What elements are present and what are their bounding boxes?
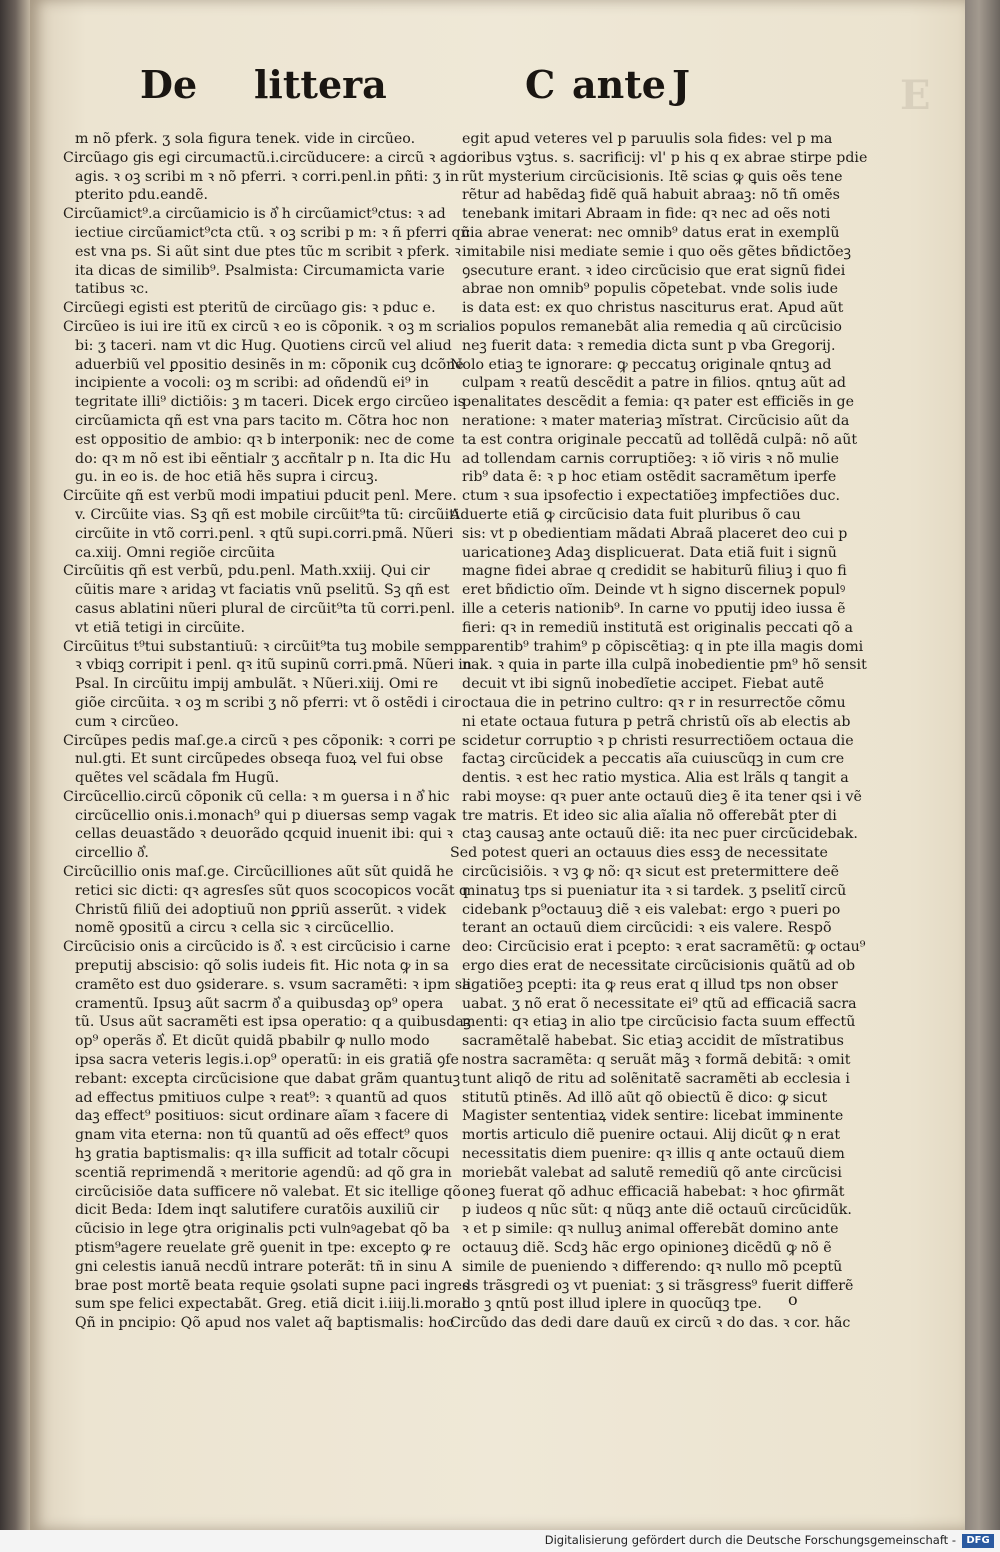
text-line: tegritate illi⁹ dictiõis: ꝫ m taceri. Dicek ergo circũeo is: [75, 394, 465, 411]
text-line: ligatiõeꝫ pcepti: ita ꝙ reus erat q illud tps non obser: [462, 976, 838, 993]
text-line: tenebank imitari Abraam in fide: qꝛ nec ad oẽs noti: [462, 206, 831, 223]
running-head-word-1: De: [140, 62, 198, 107]
text-line: nomẽ ꝯpositũ a circu ꝛ cella sic ꝛ circũcellio.: [75, 920, 395, 937]
text-line: stitutũ ptinẽs. Ad illõ aũt qõ obiectũ ẽ dico: ꝙ sicut: [462, 1089, 828, 1106]
text-line: ds trãsgredi oꝫ vt pueniat: ʒ si trãsgress⁹ fuerit differẽ: [462, 1277, 854, 1294]
text-line: abrae non omnib⁹ populis cõpetebat. vnde solis iude: [462, 281, 838, 298]
page-edge: [965, 0, 1000, 1530]
signature-mark: o: [788, 1290, 798, 1309]
text-line: deo: Circũcisio erat i pcepto: ꝛ erat sacramẽtũ: ꝙ octau⁹: [462, 939, 866, 956]
text-line: ad effectus pmitiuos culpe ꝛ reat⁹: ꝛ quantũ ad quos: [75, 1089, 447, 1106]
text-line: Circũcillio onis maſ.ge. Circũcilliones aũt sũt quidã he: [63, 864, 454, 881]
text-line: ꝛ vbiqꝫ corripit i penl. qꝛ itũ supinũ corri.pmã. Nũeri in: [75, 657, 472, 674]
text-line: mortis articulo diẽ puenire octaui. Alij dicũt ꝙ n erat: [462, 1127, 841, 1144]
text-line: aduerbiũ vel ꝑpositio desinẽs in m: cõponik cuꝫ dcõne: [75, 356, 464, 373]
text-line: Circũago gis egi circumactũ.i.circũducere: a circũ ꝛ ago: [63, 149, 466, 166]
text-line: egit apud veteres vel p paruulis sola fides: vel p ma: [462, 131, 833, 147]
text-line: circũite in vtõ corri.penl. ꝛ qtũ supi.corri.pmã. Nũeri: [75, 525, 454, 542]
footer-credit: Digitalisierung gefördert durch die Deutsche Forschungsgemeinschaft -: [544, 1533, 956, 1547]
text-line: rẽtur ad habẽdaꝫ fidẽ quã habuit abraaꝫ: nõ tñ omẽs: [462, 187, 840, 204]
text-line: retici sic dicti: qꝛ agresſes sũt quos scocopicos vocãt q: [75, 882, 469, 899]
text-line: est vna ps. Si aũt sint due ptes tũc m scribit ꝛ pferk. ꝛ: [75, 243, 461, 260]
text-line: uaricationeꝫ Adaꝫ displicuerat. Data etiã fuit i signũ: [462, 544, 837, 561]
text-line: cramentũ. Ipsuꝫ aũt sacrm ð͛ a quibusdaꝫ op⁹ opera: [75, 995, 444, 1012]
text-line: daꝫ effect⁹ positiuos: sicut ordinare aĩam ꝛ facere di: [75, 1108, 449, 1125]
text-line: Qñ in pncipio: Qõ apud nos valet aq̃ baptismalis: hoc: [75, 1315, 455, 1332]
text-line: circũamicta qñ est vna pars tacito m. Cõtra hoc non: [75, 412, 449, 429]
text-line: circellio ð͛.: [75, 845, 149, 862]
text-line: parentib⁹ trahim⁹ p cõpiscẽtiaꝫ: q in pte illa magis domi: [462, 638, 864, 655]
text-line: hꝫ gratia baptismalis: qꝛ illa sufficit ad totalr cõcupi: [75, 1146, 450, 1163]
text-line: terant an octauũ diem circũcidi: ꝛ eis valere. Respõ: [462, 920, 832, 937]
text-line: penalitates descẽdit a femia: qꝛ pater est efficiẽs in ge: [462, 394, 854, 411]
text-line: preputij abscisio: qõ solis iudeis fit. Hic nota ꝙ in sa: [75, 958, 449, 975]
running-head-word-4: ante: [572, 62, 666, 107]
text-line: minatuꝫ tps si pueniatur ita ꝛ si tardek. ʒ pselitĩ circũ: [462, 882, 847, 899]
text-line: ergo dies erat de necessitate circũcisionis quãtũ ad ob: [462, 958, 856, 975]
text-line: nul.gti. Et sunt circũpedes obseqa fuoꝝ vel fui obse: [75, 751, 444, 768]
text-line: agis. ꝛ oꝫ scribi m ꝛ nõ pferri. ꝛ corri.penl.in pñti: ʒ in: [75, 168, 459, 185]
text-line: Nolo etiaꝫ te ignorare: ꝙ peccatuꝫ originale qntuꝫ ad: [450, 356, 832, 373]
text-line: vt etiã tetigi in circũite.: [75, 619, 245, 636]
text-line: m nõ pferk. ʒ sola figura tenek. vide in circũeo.: [75, 131, 416, 147]
left-text-column: [63, 130, 472, 1333]
text-line: scidetur corruptio ꝛ p christi resurrectiõem octaua die: [462, 732, 854, 749]
text-line: casus ablatini nũeri plural de circũit⁹ta tũ corri.penl.: [75, 600, 456, 617]
text-line: decuit vt ibi signũ inobedĩetie accipet. Fiebat autẽ: [462, 676, 825, 693]
text-line: factaꝫ circũcidek a peccatis aĩa cuiuscũqꝫ in cum cre: [462, 751, 845, 768]
text-line: gnam vita eterna: non tũ quantũ ad oẽs effect⁹ quos: [75, 1127, 449, 1144]
text-line: gu. in eo is. de hoc etiã hẽs supra i circuꝫ.: [75, 469, 379, 486]
text-line: Sed potest queri an octauus dies essꝫ de necessitate: [450, 845, 828, 862]
text-line: cũitis mare ꝛ aridaꝫ vt faciatis vnũ pselitũ. Sꝫ qñ est: [75, 582, 450, 599]
text-line: nostra sacramẽta: q seruãt mãꝫ ꝛ formã debitã: ꝛ omit: [462, 1052, 851, 1069]
text-line: gni celestis ianuã necdũ intrare poterãt: tñ in sinu A: [75, 1258, 452, 1275]
text-line: iectiue circũamict⁹cta ctũ. ꝛ oꝫ scribi p m: ꝛ ñ pferri qñ: [75, 224, 470, 241]
text-line: simile de pueniendo ꝛ differendo: qꝛ nullo mõ pceptũ: [462, 1258, 843, 1275]
text-line: alios populos remanebãt alia remedia q aũ circũcisio: [462, 318, 842, 335]
text-line: sis: vt p obedientiam mãdati Abraã placeret deo cui p: [462, 525, 848, 542]
running-head-word-2: littera: [254, 62, 387, 107]
text-line: imitabile nisi mediate semie i quo oẽs gẽtes bñdictõeꝫ: [462, 243, 851, 260]
text-line: Circũcellio.circũ cõponik cũ cella: ꝛ m ꝯuersa i n ð͛ hic: [63, 788, 450, 805]
text-line: neratione: ꝛ mater materiaꝫ mĩstrat. Circũcisio aũt da: [462, 412, 850, 429]
text-line: op⁹ operãs ð͛. Et dicũt quidã pbabilr ꝙ nullo modo: [75, 1033, 430, 1050]
text-line: do: qꝛ m nõ est ibi eẽntialr ʒ accñtalr p n. Ita dic Hu: [75, 450, 451, 467]
text-line: circũcisiõe data sufficere nõ valebat. Et sic itellige qõ: [75, 1183, 461, 1200]
text-line: magne fidei abrae q credidit se habiturũ filiuꝫ i quo fi: [462, 563, 847, 580]
text-line: cidebank p⁹octauuꝫ diẽ ꝛ eis valebat: ergo ꝛ pueri po: [462, 901, 841, 918]
dfg-logo: DFG: [962, 1534, 994, 1548]
text-line: Circũamict⁹.a circũamicio is ð͛ h circũamict⁹ctus: ꝛ ad: [63, 206, 446, 223]
text-line: est oppositio de ambio: qꝛ b interponik: nec de come: [75, 431, 455, 448]
text-line: Circũdo das dedi dare dauũ ex circũ ꝛ do das. ꝛ cor. hãc: [450, 1315, 851, 1332]
text-line: oneꝫ fuerat qõ adhuc efficaciã habebat: ꝛ hoc ꝯfirmãt: [462, 1183, 845, 1200]
text-line: tũ. Usus aũt sacramẽti est ipsa operatio: q a quibusdaꝫ: [75, 1014, 472, 1031]
bleed-through-text: E: [900, 72, 931, 119]
text-line: eret bñdictio oĩm. Deinde vt h signo discernek populꝰ: [462, 582, 846, 599]
text-line: ille a ceteris nationib⁹. In carne vo pputij ideo iussa ẽ: [462, 600, 846, 617]
text-line: rib⁹ data ẽ: ꝛ p hoc etiam ostẽdit sacramẽtum iperfe: [462, 469, 837, 486]
text-line: octaua die in petrino cultro: qꝛ r in resurrectõe cõmu: [462, 694, 846, 711]
text-line: incipiente a vocoli: oꝫ m scribi: ad oñdendũ ei⁹ in: [75, 375, 429, 392]
text-line: Magister sententiaꝝ videk sentire: licebat imminente: [462, 1108, 844, 1125]
text-line: ni etate octaua futura p petrã christũ oĩs ab electis ab: [462, 713, 851, 730]
text-line: v. Circũite vias. Sꝫ qñ est mobile circũit⁹ta tũ: circũiti: [75, 506, 460, 523]
text-line: ꝯsecuture erant. ꝛ ideo circũcisio que erat signũ fidei: [462, 262, 846, 279]
text-line: rebant: excepta circũcisione que dabat grãm quantuꝫ: [75, 1070, 461, 1087]
text-line: Psal. In circũitu impij ambulãt. ꝛ Nũeri.xiij. Omi re: [75, 676, 439, 693]
text-line: ita dicas de similib⁹. Psalmista: Circumamicta varie: [75, 262, 445, 279]
text-line: ꝛ et p simile: qꝛ nulluꝫ animal offerebãt domino ante: [462, 1221, 839, 1238]
text-line: quẽtes vel scãdala fm Hugũ.: [75, 770, 280, 787]
text-line: is data est: ex quo christus nasciturus erat. Apud aũt: [462, 300, 844, 317]
text-line: Circũcisio onis a circũcido is ð͛. ꝛ est circũcisio i carne: [63, 939, 451, 956]
text-line: ta est contra originale peccatũ ad tollẽdã culpã: nõ aũt: [462, 431, 858, 448]
running-head-word-3: C: [525, 62, 556, 107]
text-line: pterito pdu.eandẽ.: [75, 187, 209, 204]
text-line: rabi moyse: qꝛ puer ante octauũ dieꝫ ẽ ita tener qsi i vẽ: [462, 788, 862, 805]
text-line: ca.xiij. Omni regiõe circũita: [75, 544, 275, 561]
text-line: Circũite qñ est verbũ modi impatiui pducit penl. Mere.: [63, 488, 457, 505]
text-line: bi: ʒ taceri. nam vt dic Hug. Quotiens circũ vel aliud: [75, 337, 452, 354]
text-line: do ꝫ qntũ post illud iplere in quocũqꝫ tpe.: [462, 1296, 762, 1313]
text-line: Circũeo is iui ire itũ ex circũ ꝛ eo is cõponik. ꝛ oꝫ m scri: [63, 318, 464, 335]
text-line: cũcisio in lege ꝯtra originalis pcti vulnꝰagebat qõ ba: [75, 1221, 450, 1238]
text-line: moriebãt valebat ad salutẽ remediũ qõ ante circũcisi: [462, 1164, 842, 1181]
text-line: rũt mysterium circũcisionis. Itẽ scias ꝙ ꝗuis oẽs tene: [462, 168, 843, 185]
text-line: culpam ꝛ reatũ descẽdit a patre in filios. qntuꝫ aũt ad: [462, 375, 846, 392]
text-line: sacramẽtalẽ habebat. Sic etiaꝫ accidit de mĩstratibus: [462, 1033, 844, 1050]
text-line: octauuꝫ diẽ. Scdꝫ hãc ergo opinioneꝫ dicẽdũ ꝙ nõ ẽ: [462, 1240, 832, 1257]
text-line: cramẽto est duo ꝯsiderare. s. vsum sacramẽti: ꝛ ipm sa: [75, 976, 471, 993]
text-line: cellas deuastãdo ꝛ deuorãdo qcquid inuenit ibi: qui ꝛ: [75, 826, 453, 843]
text-line: ctaꝫ causaꝫ ante octauũ diẽ: ita nec puer circũcidebak.: [462, 826, 858, 843]
text-line: neꝫ fuerit data: ꝛ remedia dicta sunt p vba Gregorij.: [462, 337, 836, 354]
text-line: sum spe felici expectabãt. Greg. etiã dicit i.iiij.li.moral.: [75, 1296, 471, 1313]
text-line: brae post mortẽ beata requie ꝯsolati supne paci ingres: [75, 1277, 470, 1294]
text-line: circũcisiõis. ꝛ vꝫ ꝙ nõ: qꝛ sicut est pretermittere deẽ: [462, 864, 839, 881]
right-text-column: [450, 130, 868, 1333]
text-line: cum ꝛ circũeo.: [75, 713, 179, 730]
text-line: menti: qꝛ etiaꝫ in alio tpe circũcisio facta suum effectũ: [462, 1014, 856, 1031]
text-line: dicit Beda: Idem inqt salutifere curatõis auxiliũ cir: [75, 1202, 439, 1219]
text-line: Circũitis qñ est verbũ, pdu.penl. Math.xxiij. Qui cir: [63, 563, 430, 580]
text-line: Aduerte etiã ꝙ circũcisio data fuit pluribus õ cau: [450, 506, 801, 523]
text-line: ioribus vꝫtus. s. sacrificij: vl' p his q ex abrae stirpe pdie: [462, 149, 868, 166]
text-line: fieri: qꝛ in remediũ institutã est originalis peccati qõ a: [462, 619, 853, 636]
text-line: dentis. ꝛ est hec ratio mystica. Alia est lrãls q tangit a: [462, 770, 849, 787]
text-line: nak. ꝛ quia in parte illa culpã inobedientie pm⁹ hõ sensit: [462, 657, 867, 674]
text-line: tre matris. Et ideo sic alia aĩalia nõ offerebãt pter di: [462, 807, 837, 824]
text-line: Christũ filiũ dei adoptiuũ non ꝑpriũ asserũt. ꝛ videk: [75, 901, 447, 918]
text-line: ctum ꝛ sua ipsofectio i expectatiõeꝫ impfectiões duc.: [462, 488, 840, 505]
text-line: giõe circũita. ꝛ oꝫ m scribi ʒ nõ pferri: vt õ ostẽdi i cir: [75, 694, 461, 711]
text-line: tatibus ꝛc.: [75, 281, 149, 298]
text-line: circũcellio onis.i.monach⁹ qui p diuersas semp vagak: [75, 807, 456, 824]
text-line: ipsa sacra veteris legis.i.op⁹ operatũ: in eis gratiã ꝯfe: [75, 1052, 459, 1069]
text-line: cia abrae venerat: nec omnib⁹ datus erat in exemplũ: [462, 224, 840, 241]
text-line: p iudeos q nũc sũt: q nũqꝫ ante diẽ octauũ circũcidũk.: [462, 1202, 852, 1219]
text-line: necessitatis diem puenire: qꝛ illis q ante octauũ diem: [462, 1146, 845, 1163]
running-head-word-5: J: [672, 62, 690, 107]
text-line: tunt aliqõ de ritu ad solẽnitatẽ sacramẽti ab ecclesia i: [462, 1070, 850, 1087]
text-line: scentiã reprimendã ꝛ meritorie agendũ: ad qõ gra in: [75, 1164, 452, 1181]
footer-bar: [0, 1530, 1000, 1552]
text-line: Circũegi egisti est pteritũ de circũago gis: ꝛ pduc e.: [63, 300, 436, 317]
text-line: Circũpes pedis maſ.ge.a circũ ꝛ pes cõponik: ꝛ corri pe: [63, 732, 456, 749]
text-line: Circũitus t⁹tui substantiuũ: ꝛ circũit⁹ta tuꝫ mobile semp: [63, 638, 463, 655]
text-line: ptism⁹agere reuelate grẽ ꝯuenit in tpe: excepto ꝙ re: [75, 1240, 451, 1257]
text-line: ad tollendam carnis corruptiõeꝫ: ꝛ iõ viris ꝛ nõ mulie: [462, 450, 840, 467]
text-line: uabat. ʒ nõ erat õ necessitate ei⁹ qtũ ad efficaciã sacra: [462, 995, 857, 1012]
